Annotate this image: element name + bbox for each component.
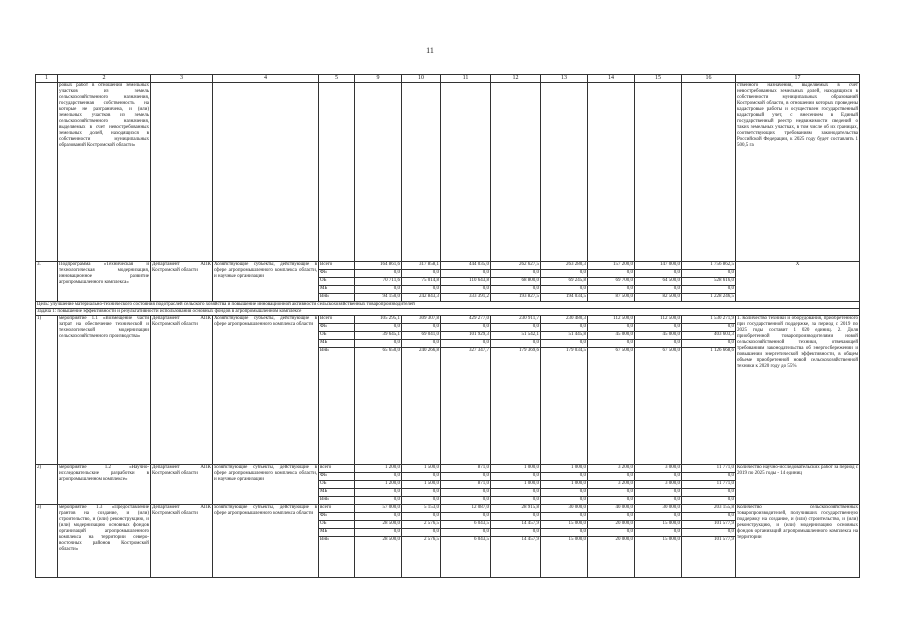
amount-cell: 147 000,0 bbox=[635, 262, 682, 270]
amount-cell: 0,0 bbox=[491, 473, 541, 481]
participants: хозяйствующие субъекты, действующие в сфере агропромышленного комплекса области bbox=[213, 505, 319, 578]
amount-cell: 444 035,0 bbox=[441, 262, 491, 270]
amount-cell: 0,0 bbox=[355, 473, 402, 481]
funding-source: ФБ bbox=[319, 270, 355, 278]
amount-cell: 403 603,3 bbox=[682, 332, 736, 340]
funding-source: Всего bbox=[319, 262, 355, 270]
table-row bbox=[36, 83, 860, 262]
amount-cell: 0,0 bbox=[402, 513, 441, 521]
amount-cell: 3 000,0 bbox=[635, 465, 682, 473]
target-indicator: Количество сельскохозяйственных товаропроизводителей, получивших государственную поддержку на создание, и (или) строительство, и (или) реконструкцию, и (или) модернизацию основных фондов организаций агропромышленного комплекса на территории bbox=[736, 505, 860, 578]
amount-cell: 0,0 bbox=[355, 513, 402, 521]
amount-cell: 0,0 bbox=[635, 286, 682, 294]
column-number-cell: 10 bbox=[402, 75, 441, 83]
amount-cell: 3 200,0 bbox=[588, 481, 635, 489]
table-row bbox=[36, 505, 860, 513]
participants: Хозяйствующие субъекты, действующие в сфере агропромышленного комплекса области bbox=[213, 316, 319, 465]
amount-cell: 11 771,0 bbox=[682, 481, 736, 489]
amount-cell: 0,0 bbox=[541, 489, 588, 497]
amount-cell: 51 542,1 bbox=[491, 332, 541, 340]
column-number-cell: 4 bbox=[213, 75, 319, 83]
amount-cell: 0,0 bbox=[682, 529, 736, 537]
amount-cell: 39 645,1 bbox=[355, 332, 402, 340]
amount-cell: 1 000,0 bbox=[541, 481, 588, 489]
funding-source: ФБ bbox=[319, 513, 355, 521]
amount-cell: 57 000,0 bbox=[355, 505, 402, 513]
amount-cell: 0,0 bbox=[682, 340, 736, 348]
amount-cell: 262 627,5 bbox=[491, 262, 541, 270]
amount-cell: 242 843,3 bbox=[402, 294, 441, 302]
participants: хозяйствующие субъекты, действующие в сфере агропромышленного комплекса области, и научные организации bbox=[213, 465, 319, 505]
amount-cell: 0,0 bbox=[588, 529, 635, 537]
amount-cell: 0,0 bbox=[355, 286, 402, 294]
amount-cell: 51 445,8 bbox=[541, 332, 588, 340]
amount-cell: 3 000,0 bbox=[635, 481, 682, 489]
amount-cell: 0,0 bbox=[402, 529, 441, 537]
amount-cell: 309 307,8 bbox=[402, 316, 441, 324]
amount-cell: 14 457,9 bbox=[491, 537, 541, 578]
amount-cell: 69 041,0 bbox=[402, 332, 441, 340]
amount-cell: 0,0 bbox=[682, 473, 736, 481]
amount-cell: 2 576,5 bbox=[402, 537, 441, 578]
target-indicator: Количество научно-исследовательских работ за период с 2019 по 2025 годы - 14 единиц bbox=[736, 465, 860, 505]
amount-cell: 0,0 bbox=[355, 324, 402, 332]
amount-cell: 0,0 bbox=[402, 270, 441, 278]
amount-cell: 1 126 668,6 bbox=[682, 348, 736, 465]
amount-cell: 0,0 bbox=[588, 324, 635, 332]
column-number-cell: 15 bbox=[635, 75, 682, 83]
amount-cell: 0,0 bbox=[588, 489, 635, 497]
amount-cell: 105 295,1 bbox=[355, 316, 402, 324]
amount-cell: 0,0 bbox=[682, 286, 736, 294]
funding-source: ВнБ bbox=[319, 348, 355, 465]
row-number: 3) bbox=[36, 505, 58, 578]
row-number: 1) bbox=[36, 316, 58, 465]
participants: Хозяйствующие субъекты, действующие в сфере агропромышленного комплекса области, и научные организации bbox=[213, 262, 319, 302]
amount-cell: 871,0 bbox=[441, 481, 491, 489]
amount-cell: 528 616,0 bbox=[682, 278, 736, 286]
amount-cell: 101 577,9 bbox=[682, 521, 736, 529]
amount-cell: 1 000,0 bbox=[491, 465, 541, 473]
event-name: Подпрограмма «Техническая и технологическая модернизация, инновационное развитие агропромышленного комплекса» bbox=[58, 262, 151, 302]
amount-cell: 0,0 bbox=[402, 340, 441, 348]
amount-cell: 0,0 bbox=[635, 324, 682, 332]
amount-cell: 28 915,8 bbox=[491, 505, 541, 513]
column-number-cell: 13 bbox=[541, 75, 588, 83]
table-row bbox=[36, 302, 860, 309]
amount-cell: 94 150,0 bbox=[355, 294, 402, 302]
amount-cell: 0,0 bbox=[635, 497, 682, 505]
amount-cell: 0,0 bbox=[541, 340, 588, 348]
goal-row: Цель: улучшение материально-технического состояния подотраслей сельского хозяйства и повышение инновационной активности сельскохозяйственных товаропроизводителей bbox=[36, 302, 860, 309]
funding-source: ОБ bbox=[319, 521, 355, 529]
amount-cell: 0,0 bbox=[541, 473, 588, 481]
amount-cell: 327 347,7 bbox=[441, 348, 491, 465]
amount-cell: 0,0 bbox=[682, 489, 736, 497]
amount-cell: 67 500,0 bbox=[588, 348, 635, 465]
amount-cell: 87 500,0 bbox=[588, 294, 635, 302]
column-number-cell: 5 bbox=[319, 75, 355, 83]
amount-cell: 0,0 bbox=[441, 513, 491, 521]
amount-cell: 0,0 bbox=[491, 340, 541, 348]
target-indicator: 1. Количество техники и оборудования, приобретенного при государственной поддержке, за период с 2019 по 2025 годы составит 1 020 единиц. 2. Доля приобретенной товаропроизводителями новой сельскохозяйственной техники, отвечающей требованиям законодательства об энергосбережении и повышении энергетической эффективности, в общем объеме приобретенной новой сельскохозяйственной техники к 2020 году до 55% bbox=[736, 316, 860, 465]
amount-cell: 0,0 bbox=[588, 473, 635, 481]
amount-cell: 1 756 862,5 bbox=[682, 262, 736, 270]
funding-source: МБ bbox=[319, 529, 355, 537]
amount-cell: 0,0 bbox=[635, 529, 682, 537]
program-table bbox=[35, 74, 860, 578]
continued-indicator: ственного назначения, выделяемых в счет невостребованных земельных долей, находящихся в собственности муниципальных образований Костромской области, в отношении которых проведены кадастровые работы и осуществлен государственный кадастровый учет, с внесением в Единый государственный реестр недвижимости сведений о таких земельных участках, в том числе об их границах, соответствующих требованиям законодательства Российской Федерации, к 2025 году будет составлять 1 500,5 га bbox=[736, 83, 860, 262]
amount-cell: 101 577,9 bbox=[682, 537, 736, 578]
funding-source: Всего bbox=[319, 316, 355, 324]
funding-source: ВнБ bbox=[319, 537, 355, 578]
amount-cell: 68 800,0 bbox=[491, 278, 541, 286]
amount-cell: 0,0 bbox=[402, 286, 441, 294]
amount-cell: 69 245,8 bbox=[541, 278, 588, 286]
amount-cell: 0,0 bbox=[491, 489, 541, 497]
amount-cell: 179 369,6 bbox=[491, 348, 541, 465]
amount-cell: 0,0 bbox=[355, 489, 402, 497]
amount-cell: 2 576,5 bbox=[402, 521, 441, 529]
executor: Департамент АПК Костромской области bbox=[151, 262, 213, 302]
amount-cell: 75 014,8 bbox=[402, 278, 441, 286]
funding-source: ФБ bbox=[319, 324, 355, 332]
column-number-cell: 14 bbox=[588, 75, 635, 83]
amount-cell: 0,0 bbox=[441, 489, 491, 497]
amount-cell: 1 200,0 bbox=[355, 465, 402, 473]
amount-cell: 429 277,0 bbox=[441, 316, 491, 324]
amount-cell: 28 500,0 bbox=[355, 537, 402, 578]
amount-cell: 0,0 bbox=[588, 286, 635, 294]
amount-cell: 0,0 bbox=[588, 497, 635, 505]
amount-cell: 112 500,0 bbox=[635, 316, 682, 324]
funding-source: всего bbox=[319, 465, 355, 473]
amount-cell: 112 500,0 bbox=[588, 316, 635, 324]
amount-cell: 0,0 bbox=[402, 497, 441, 505]
amount-cell: 0,0 bbox=[402, 489, 441, 497]
amount-cell: 0,0 bbox=[355, 529, 402, 537]
amount-cell: 0,0 bbox=[635, 513, 682, 521]
amount-cell: 3 200,0 bbox=[588, 465, 635, 473]
amount-cell: 28 500,0 bbox=[355, 521, 402, 529]
event-name: мероприятие 1.2 «Научно-исследовательские разработки в агропромышленном комплексе» bbox=[58, 465, 151, 505]
amount-cell: 0,0 bbox=[441, 324, 491, 332]
amount-cell: 0,0 bbox=[441, 270, 491, 278]
amount-cell: 203 155,8 bbox=[682, 505, 736, 513]
amount-cell: 6 043,5 bbox=[441, 521, 491, 529]
amount-cell: 64 500,0 bbox=[635, 278, 682, 286]
column-number-cell: 12 bbox=[491, 75, 541, 83]
executor: Департамент АПК Костромской области bbox=[151, 505, 213, 578]
amount-cell: 0,0 bbox=[541, 286, 588, 294]
amount-cell: 263 280,3 bbox=[541, 262, 588, 270]
amount-cell: 69 700,0 bbox=[588, 278, 635, 286]
amount-cell: 317 858,1 bbox=[402, 262, 441, 270]
amount-cell: 230 480,3 bbox=[541, 316, 588, 324]
amount-cell: 157 200,0 bbox=[588, 262, 635, 270]
table-row bbox=[36, 262, 860, 270]
amount-cell: 1 500,0 bbox=[402, 465, 441, 473]
amount-cell: 194 034,5 bbox=[541, 294, 588, 302]
amount-cell: 179 034,5 bbox=[541, 348, 588, 465]
amount-cell: 0,0 bbox=[588, 270, 635, 278]
amount-cell: 0,0 bbox=[491, 324, 541, 332]
funding-source: ОБ bbox=[319, 481, 355, 489]
amount-cell: 193 827,5 bbox=[491, 294, 541, 302]
funding-source: МБ bbox=[319, 489, 355, 497]
amount-cell: 14 457,9 bbox=[491, 521, 541, 529]
column-number-cell: 16 bbox=[682, 75, 736, 83]
table-row bbox=[36, 465, 860, 473]
column-number-cell: 3 bbox=[151, 75, 213, 83]
column-number-cell: 1 bbox=[36, 75, 58, 83]
amount-cell: 30 000,0 bbox=[541, 505, 588, 513]
amount-cell: 0,0 bbox=[635, 473, 682, 481]
amount-cell: 1 200,0 bbox=[355, 481, 402, 489]
amount-cell: 30 000,0 bbox=[635, 505, 682, 513]
amount-cell: 0,0 bbox=[355, 270, 402, 278]
amount-cell: 1 500,0 bbox=[402, 481, 441, 489]
amount-cell: 0,0 bbox=[682, 324, 736, 332]
event-name: мероприятие 1.1 «Возмещение части затрат на обеспечение технической и технологической модернизации сельскохозяйственного производства» bbox=[58, 316, 151, 465]
amount-cell: 1 228 246,5 bbox=[682, 294, 736, 302]
amount-cell: 164 861,6 bbox=[355, 262, 402, 270]
amount-cell: 0,0 bbox=[588, 513, 635, 521]
amount-cell: 12 087,0 bbox=[441, 505, 491, 513]
amount-cell: 15 000,0 bbox=[541, 521, 588, 529]
amount-cell: 101 929,3 bbox=[441, 332, 491, 340]
amount-cell: 0,0 bbox=[491, 286, 541, 294]
amount-cell: 20 000,0 bbox=[588, 521, 635, 529]
amount-cell: 45 000,0 bbox=[588, 332, 635, 340]
amount-cell: 40 000,0 bbox=[588, 505, 635, 513]
amount-cell: 240 266,8 bbox=[402, 348, 441, 465]
amount-cell: 0,0 bbox=[541, 497, 588, 505]
task-row: Задача 1: повышение эффективности и результативности использования основных фондов в агропромышленном комплексе bbox=[36, 309, 860, 316]
column-number-cell: 2 bbox=[58, 75, 151, 83]
continued-event-name: ровых работ в отношении земельных участков из земель сельскохозяйственного назначения, государственная собственность на которые не разграничена, и (или) земельных участков из земель сельскохозяйственного назначения, выделяемых в счет невостребованных земельных долей, находящихся в собственности муниципальных образований Костромской области» bbox=[58, 83, 151, 262]
column-number-row bbox=[36, 75, 860, 83]
funding-source: ФБ bbox=[319, 473, 355, 481]
funding-source: всего bbox=[319, 505, 355, 513]
amount-cell: 0,0 bbox=[441, 497, 491, 505]
amount-cell: 67 500,0 bbox=[635, 348, 682, 465]
column-number-cell: 9 bbox=[355, 75, 402, 83]
funding-source: ВнБ bbox=[319, 294, 355, 302]
amount-cell: 0,0 bbox=[635, 270, 682, 278]
page-number: 11 bbox=[426, 46, 434, 55]
amount-cell: 871,0 bbox=[441, 465, 491, 473]
funding-source: ОБ bbox=[319, 278, 355, 286]
amount-cell: 0,0 bbox=[588, 340, 635, 348]
event-name: мероприятие 1.3 «Предоставление грантов на создание, и (или) строительство, и (или) реконструкцию, и (или) модернизацию основных фондов организаций агропромышленного комплекса на территории северо-восточных районов Костромской области» bbox=[58, 505, 151, 578]
amount-cell: 0,0 bbox=[682, 513, 736, 521]
funding-source: МБ bbox=[319, 340, 355, 348]
amount-cell: 0,0 bbox=[491, 513, 541, 521]
amount-cell: 0,0 bbox=[635, 340, 682, 348]
amount-cell: 0,0 bbox=[402, 324, 441, 332]
amount-cell: 0,0 bbox=[682, 270, 736, 278]
amount-cell: 0,0 bbox=[441, 286, 491, 294]
amount-cell: 0,0 bbox=[441, 340, 491, 348]
amount-cell: 82 500,0 bbox=[635, 294, 682, 302]
amount-cell: 0,0 bbox=[441, 473, 491, 481]
amount-cell: 0,0 bbox=[491, 497, 541, 505]
amount-cell: 0,0 bbox=[441, 529, 491, 537]
amount-cell: 0,0 bbox=[491, 529, 541, 537]
amount-cell: 0,0 bbox=[541, 270, 588, 278]
amount-cell: 5 153,0 bbox=[402, 505, 441, 513]
amount-cell: 11 771,0 bbox=[682, 465, 736, 473]
funding-source: МБ bbox=[319, 286, 355, 294]
table-row bbox=[36, 316, 860, 324]
amount-cell: 0,0 bbox=[355, 497, 402, 505]
amount-cell: 0,0 bbox=[402, 473, 441, 481]
executor: Департамент АПК Костромской области bbox=[151, 465, 213, 505]
target-indicator: Х bbox=[736, 262, 860, 302]
amount-cell: 333 391,2 bbox=[441, 294, 491, 302]
amount-cell: 20 000,0 bbox=[588, 537, 635, 578]
amount-cell: 6 043,5 bbox=[441, 537, 491, 578]
amount-cell: 0,0 bbox=[541, 513, 588, 521]
funding-source: ОБ bbox=[319, 332, 355, 340]
amount-cell: 0,0 bbox=[355, 340, 402, 348]
amount-cell: 45 000,0 bbox=[635, 332, 682, 340]
amount-cell: 110 643,8 bbox=[441, 278, 491, 286]
row-number: 2) bbox=[36, 465, 58, 505]
column-number-cell: 11 bbox=[441, 75, 491, 83]
row-number: 3. bbox=[36, 262, 58, 302]
amount-cell: 230 911,7 bbox=[491, 316, 541, 324]
amount-cell: 70 711,6 bbox=[355, 278, 402, 286]
column-number-cell: 17 bbox=[736, 75, 860, 83]
amount-cell: 15 000,0 bbox=[635, 537, 682, 578]
amount-cell: 1 000,0 bbox=[491, 481, 541, 489]
amount-cell: 0,0 bbox=[682, 497, 736, 505]
table-row bbox=[36, 309, 860, 316]
amount-cell: 65 650,0 bbox=[355, 348, 402, 465]
amount-cell: 0,0 bbox=[491, 270, 541, 278]
amount-cell: 1 000,0 bbox=[541, 465, 588, 473]
amount-cell: 15 000,0 bbox=[541, 537, 588, 578]
executor: Департамент АПК Костромской области bbox=[151, 316, 213, 465]
amount-cell: 0,0 bbox=[541, 529, 588, 537]
amount-cell: 15 000,0 bbox=[635, 521, 682, 529]
amount-cell: 0,0 bbox=[541, 324, 588, 332]
funding-source: ВнБ bbox=[319, 497, 355, 505]
amount-cell: 1 530 271,9 bbox=[682, 316, 736, 324]
amount-cell: 0,0 bbox=[635, 489, 682, 497]
